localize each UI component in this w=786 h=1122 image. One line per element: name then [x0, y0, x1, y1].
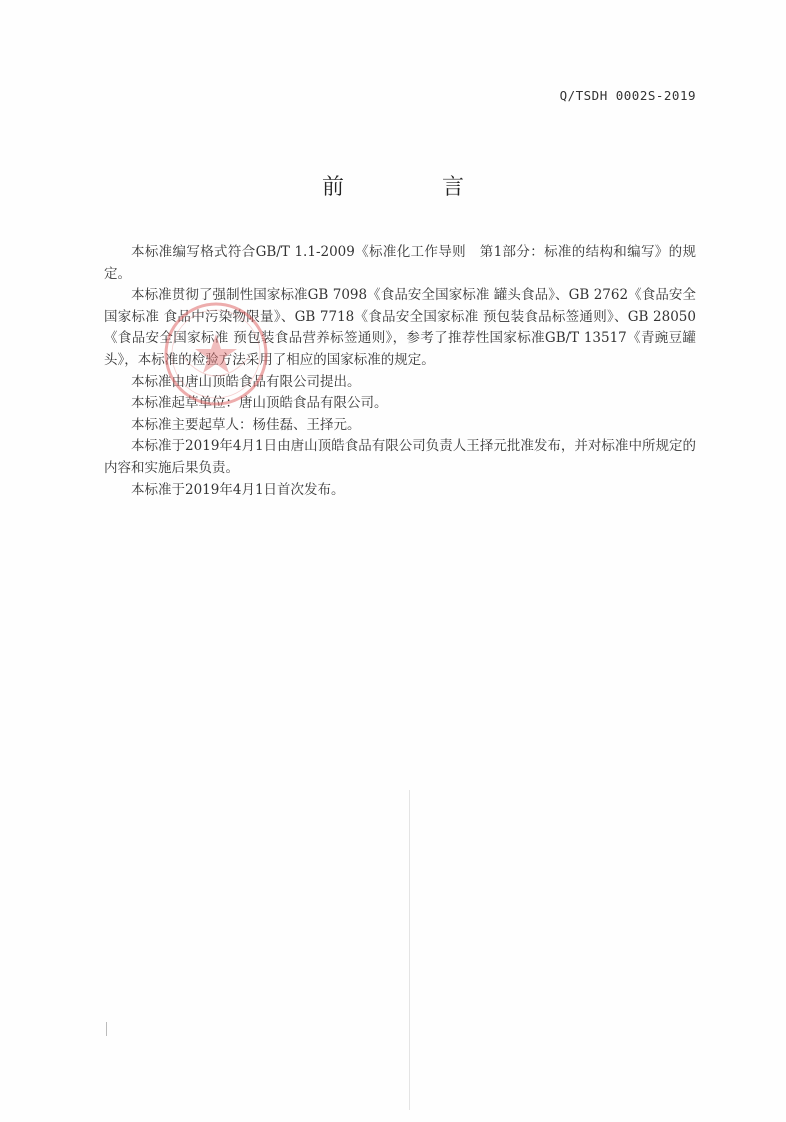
paragraph-drafters: 本标准主要起草人：杨佳磊、王择元。	[131, 416, 361, 433]
page-title: 前 言	[321, 175, 502, 200]
paragraph-format: 本标准编写格式符合GB/T 1.1-2009《标准化工作导则 第1部分：标准的结构和编写》的规定。	[104, 244, 696, 282]
paragraph-references: 本标准贯彻了强制性国家标准GB 7098《食品安全国家标准 罐头食品》、GB 2762《食品安全国家标准 食品中污染物限量》、GB 7718《食品安全国家标准 预包装食品标签通则》、GB 28050《食品安全国家标准 预包装食品营养标签通则》，参考了推荐性国家标准GB/T 13517《青豌豆罐头》，本标准的检验方法采用了相应的国家标准的规定。	[104, 287, 696, 368]
paragraph-proposer: 本标准由唐山顶皓食品有限公司提出。	[131, 373, 361, 390]
paragraph-first-release: 本标准于2019年4月1日首次发布。	[131, 481, 345, 498]
foreword-body	[104, 242, 696, 501]
page-fold-line	[409, 790, 410, 1110]
margin-mark	[106, 1022, 107, 1036]
standard-code: Q/TSDH 0002S-2019	[559, 88, 696, 103]
paragraph-approval: 本标准于2019年4月1日由唐山顶皓食品有限公司负责人王择元批准发布，并对标准中所规定的内容和实施后果负责。	[104, 438, 696, 476]
paragraph-drafting-unit: 本标准起草单位：唐山顶皓食品有限公司。	[131, 395, 388, 412]
